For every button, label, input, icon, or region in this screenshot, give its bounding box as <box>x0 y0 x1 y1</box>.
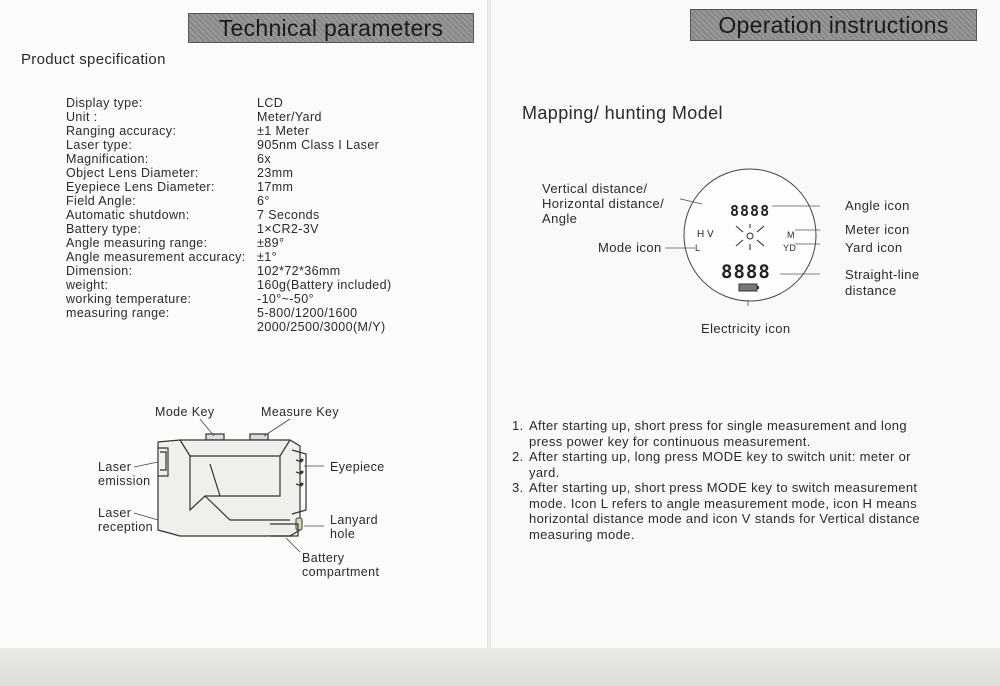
instruction-line: measuring mode. <box>529 526 635 542</box>
laser-emission-label-2: emission <box>98 474 151 488</box>
spec-value: 102*72*36mm <box>257 264 341 278</box>
instruction-line: yard. <box>529 464 560 480</box>
instruction-line: mode. Icon L refers to angle measurement mode, icon H means <box>529 495 917 511</box>
spec-value: 905nm Class I Laser <box>257 138 380 152</box>
instruction-line: After starting up, short press MODE key to switch measurement <box>529 480 918 495</box>
lcd-m-icon: M <box>787 230 795 240</box>
spec-label: Eyepiece Lens Diameter: <box>66 180 215 194</box>
spec-label: Angle measuring range: <box>66 236 208 250</box>
instruction-line: After starting up, long press MODE key to switch unit: meter or <box>529 449 911 464</box>
mode-key-label: Mode Key <box>155 405 215 419</box>
instruction-line: After starting up, short press for single measurement and long <box>529 418 907 433</box>
spec-label: Unit : <box>66 110 98 124</box>
spec-value: 6x <box>257 152 272 166</box>
battery-compartment-label: Battery <box>302 551 345 565</box>
spec-value: LCD <box>257 96 284 110</box>
laser-reception-label: Laser <box>98 506 132 520</box>
lcd-v-icon: V <box>707 229 715 240</box>
spec-label: Ranging accuracy: <box>66 124 177 138</box>
spec-value: ±1 Meter <box>257 124 310 138</box>
lanyard-hole-label-2: hole <box>330 527 356 541</box>
lcd-bottom-digits: 8888 <box>721 261 771 283</box>
mode-title: Mapping/ hunting Model <box>522 103 723 123</box>
spec-label: Object Lens Diameter: <box>66 166 199 180</box>
device-leader-lines <box>0 0 490 600</box>
laser-emission-label: Laser <box>98 460 132 474</box>
spec-label: Angle measurement accuracy: <box>66 250 246 264</box>
straight-line-label: Straight-line <box>845 267 920 282</box>
lcd-h-icon: H <box>697 229 705 240</box>
spec-value: 23mm <box>257 166 294 180</box>
horizontal-distance-label: Horizontal distance/ <box>542 196 665 211</box>
spec-value: ±1° <box>257 250 278 264</box>
vertical-distance-label: Vertical distance/ <box>542 181 648 196</box>
meter-icon-label: Meter icon <box>845 222 910 237</box>
lcd-top-digits: 8888 <box>730 202 771 220</box>
spec-value: 160g(Battery included) <box>257 278 392 292</box>
straight-line-label-2: distance <box>845 283 897 298</box>
instruction-line: press power key for continuous measurement. <box>529 433 811 449</box>
page-bottom-edge <box>0 648 1000 686</box>
spec-label: Laser type: <box>66 138 133 152</box>
instruction-item <box>512 480 962 544</box>
spec-value: 17mm <box>257 180 294 194</box>
instruction-number: 2. <box>512 449 524 464</box>
spec-label: weight: <box>66 278 109 292</box>
spec-value: 2000/2500/3000(M/Y) <box>257 320 386 334</box>
instruction-number: 3. <box>512 480 524 495</box>
technical-parameters-banner: Technical parameters <box>188 13 474 43</box>
spec-value: 6° <box>257 194 270 208</box>
instruction-item <box>512 449 962 481</box>
spec-value: 7 Seconds <box>257 208 320 222</box>
instruction-item <box>512 418 962 450</box>
lanyard-hole-label: Lanyard <box>330 513 378 527</box>
eyepiece-label: Eyepiece <box>330 460 385 474</box>
spec-label: Dimension: <box>66 264 133 278</box>
spec-label: Automatic shutdown: <box>66 208 190 222</box>
spec-value: Meter/Yard <box>257 110 322 124</box>
angle-label: Angle <box>542 211 578 226</box>
laser-reception-label-2: reception <box>98 520 154 534</box>
instruction-line: horizontal distance mode and icon V stands for Vertical distance <box>529 511 920 527</box>
mode-icon-label: Mode icon <box>598 240 662 255</box>
yard-icon-label: Yard icon <box>845 240 903 255</box>
electricity-icon-label: Electricity icon <box>701 321 791 336</box>
battery-compartment-label-2: compartment <box>302 565 380 579</box>
spec-value: ±89° <box>257 236 285 250</box>
angle-icon-label: Angle icon <box>845 198 910 213</box>
spec-label: Magnification: <box>66 152 149 166</box>
spec-value: 5-800/1200/1600 <box>257 306 358 320</box>
instruction-number: 1. <box>512 418 524 433</box>
spec-label: measuring range: <box>66 306 170 320</box>
lcd-yd-icon: YD <box>783 243 797 253</box>
spec-label: Field Angle: <box>66 194 137 208</box>
spec-value: -10°~-50° <box>257 292 315 306</box>
mode-icon-pointer <box>665 246 695 250</box>
measure-key-label: Measure Key <box>261 405 340 419</box>
lcd-l-icon: L <box>695 243 701 253</box>
spec-label: Battery type: <box>66 222 142 236</box>
spec-label: working temperature: <box>66 292 192 306</box>
spec-label: Display type: <box>66 96 143 110</box>
spec-value: 1×CR2-3V <box>257 222 319 236</box>
operation-instructions-banner: Operation instructions <box>690 9 977 41</box>
product-specification-title: Product specification <box>21 51 166 68</box>
